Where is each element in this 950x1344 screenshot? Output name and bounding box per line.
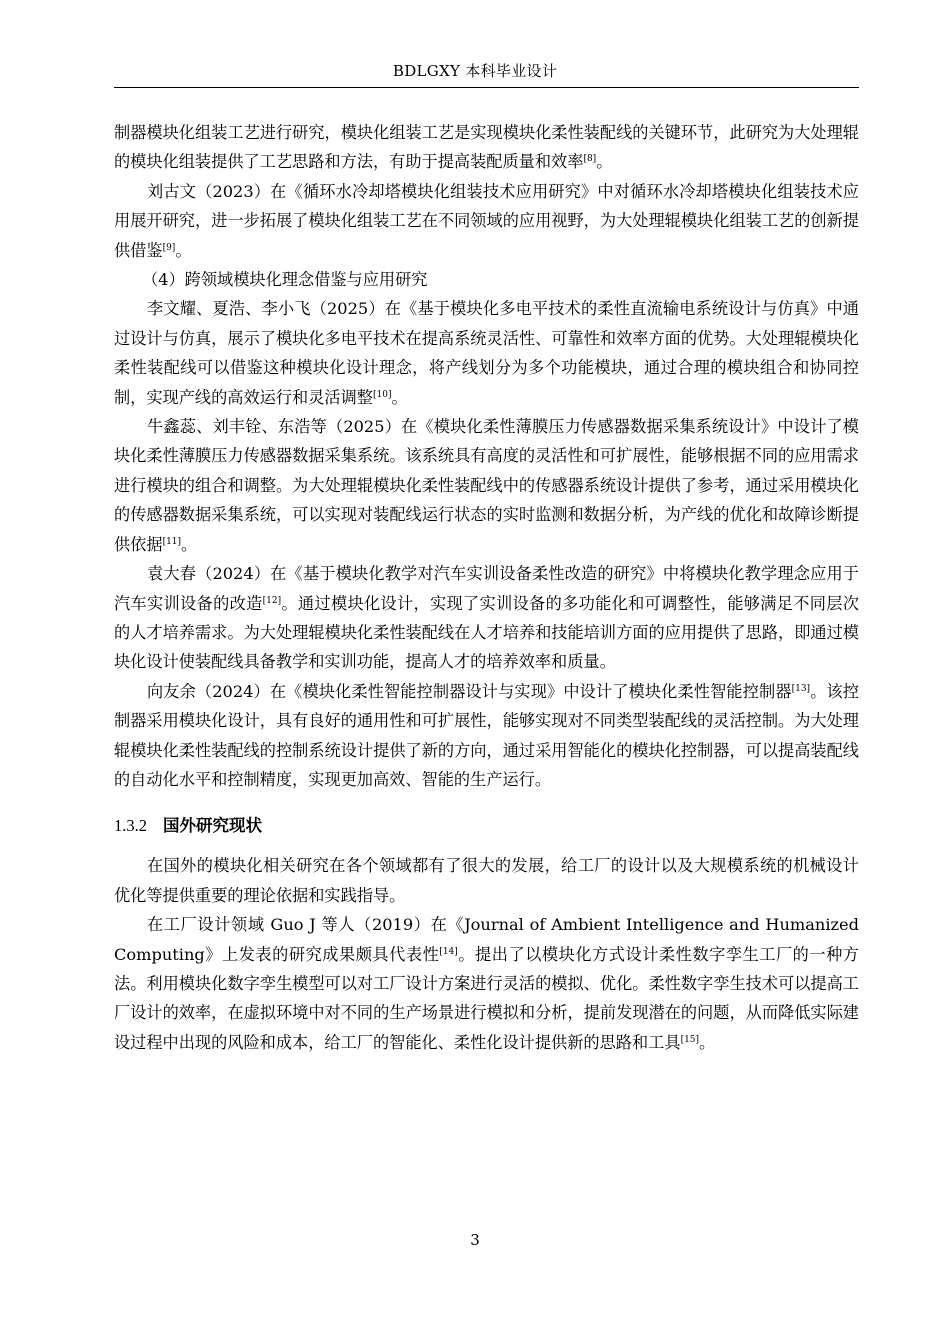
citation[interactable]: [14]: [439, 946, 458, 957]
section-heading: [114, 814, 859, 838]
citation[interactable]: [13]: [791, 683, 811, 694]
running-header: BDLGXY 本科毕业设计: [392, 62, 558, 80]
paragraph: 李文耀、夏浩、李小飞（2025）在《基于模块化多电平技术的柔性直流输电系统设计与仿真》中通过设计与仿真，展示了模块化多电平技术在提高系统灵活性、可靠性和效率方面的优势。大处理辊模块化柔性装配线可以借鉴这种模块化设计理念，将产线划分为多个功能模块，通过合理的模块组合和协同控制，实现产线的高效运行和灵活调整[10]。: [114, 299, 859, 407]
paragraph: 袁大春（2024）在《基于模块化教学对汽车实训设备柔性改造的研究》中将模块化教学理念应用于汽车实训设备的改造[12]。通过模块化设计，实现了实训设备的多功能化和可调整性，能够满足不同层次的人才培养需求。为大处理辊模块化柔性装配线在人才培养和技能培训方面的应用提供了思路，即通过模块化设计使装配线具备教学和实训功能，提高人才的培养效率和质量。: [114, 564, 860, 672]
section-number: 1.3.2: [114, 816, 147, 836]
paragraph: 在国外的模块化相关研究在各个领域都有了很大的发展，给工厂的设计以及大规模系统的机械设计优化等提供重要的理论依据和实践指导。: [114, 856, 859, 905]
citation[interactable]: [8]: [583, 154, 597, 165]
subheading: （4）跨领域模块化理念借鉴与应用研究: [142, 270, 428, 290]
citation[interactable]: [10]: [373, 389, 392, 400]
paragraph: 制器模块化组装工艺进行研究，模块化组装工艺是实现模块化柔性装配线的关键环节，此研究为大处理辊的模块化组装提供了工艺思路和方法，有助于提高装配质量和效率[8]。: [114, 123, 859, 172]
page-number: 3: [470, 1231, 480, 1249]
paragraph: 向友余（2024）在《模块化柔性智能控制器设计与实现》中设计了模块化柔性智能控制器[13]。该控制器采用模块化设计，具有良好的通用性和可扩展性，能够实现对不同类型装配线的灵活控制。为大处理辊模块化柔性装配线的控制系统设计提供了新的方向，通过采用智能化的模块化控制器，可以提高装配线的自动化水平和控制精度，实现更加高效、智能的生产运行。: [114, 681, 859, 789]
paragraph: 在工厂设计领域 Guo J 等人（2019）在《Journal of Ambient Intelligence and Humanized Computing》上发表的研究成果颇具代表性[14]。提出了以模块化方式设计柔性数字孪生工厂的一种方法。利用模块化数字孪生模型可以对工厂设计方案进行灵活的模拟、优化。柔性数字孪生技术可以提高工厂设计的效率，在虚拟环境中对不同的生产场景进行模拟和分析，提前发现潜在的问题，从而降低实际建设过程中出现的风险和成本，给工厂的智能化、柔性化设计提供新的思路和工具[15]。: [114, 915, 859, 1052]
paragraph: 牛鑫蕊、刘丰铨、东浩等（2025）在《模块化柔性薄膜压力传感器数据采集系统设计》中设计了模块化柔性薄膜压力传感器数据采集系统。该系统具有高度的灵活性和可扩展性，能够根据不同的应用需求进行模块的组合和调整。为大处理辊模块化柔性装配线中的传感器系统设计提供了参考，通过采用模块化的传感器数据采集系统，可以实现对装配线运行状态的实时监测和数据分析，为产线的优化和故障诊断提供依据[11]。: [114, 417, 859, 554]
paragraph: 刘古文（2023）在《循环水冷却塔模块化组装技术应用研究》中对循环水冷却塔模块化组装技术应用展开研究，进一步拓展了模块化组装工艺在不同领域的应用视野，为大处理辊模块化组装工艺的创新提供借鉴[9]。: [114, 181, 859, 260]
citation[interactable]: [9]: [162, 242, 176, 253]
header-rule: [114, 87, 859, 88]
document-body: [114, 118, 859, 1057]
section-title: 国外研究现状: [163, 816, 262, 836]
citation[interactable]: [11]: [162, 536, 182, 547]
citation[interactable]: [15]: [680, 1034, 700, 1045]
citation[interactable]: [12]: [262, 595, 282, 606]
